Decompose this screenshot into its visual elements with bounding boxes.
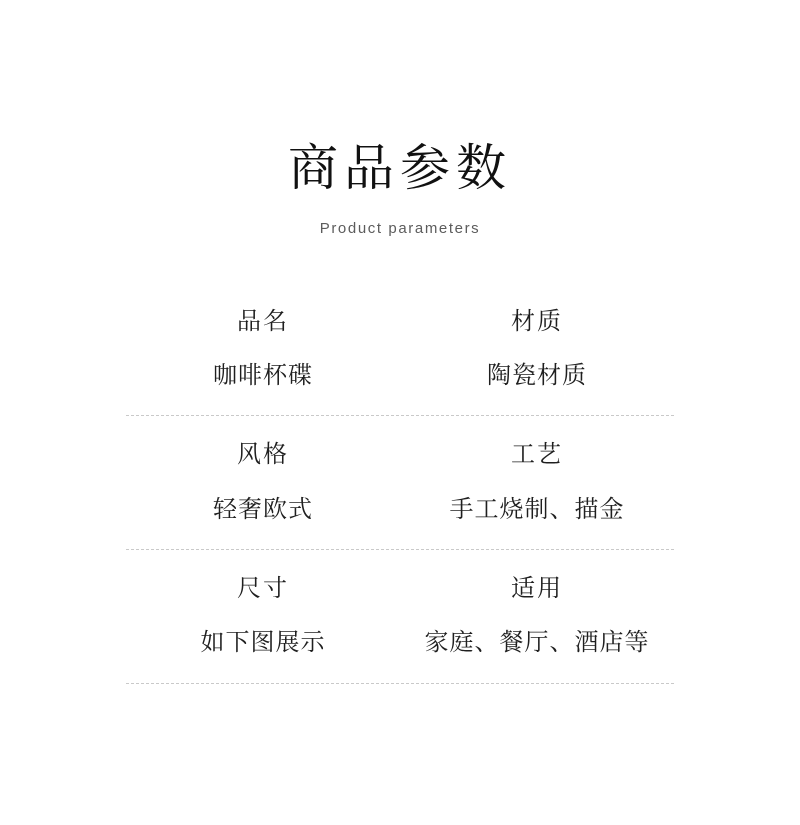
- table-row: [126, 442, 674, 550]
- spec-key: 品名: [237, 308, 289, 335]
- page-title: 商品参数: [288, 140, 512, 196]
- spec-key: 风格: [237, 442, 289, 469]
- spec-key: 尺寸: [237, 576, 289, 603]
- spec-table: [126, 309, 674, 684]
- spec-key: 材质: [511, 308, 563, 335]
- spec-key: 适用: [511, 576, 563, 603]
- spec-cell-usage: [400, 576, 674, 657]
- spec-value: 咖啡杯碟: [213, 362, 313, 389]
- page-subtitle: Product parameters: [319, 219, 481, 237]
- spec-value: 陶瓷材质: [487, 362, 587, 389]
- spec-value: 家庭、餐厅、酒店等: [424, 630, 650, 657]
- spec-cell-material: [400, 309, 674, 390]
- page-header: [0, 0, 800, 237]
- spec-cell-style: [126, 442, 400, 523]
- spec-cell-size: [126, 576, 400, 657]
- table-row: [126, 309, 674, 417]
- spec-cell-craft: [400, 442, 674, 523]
- table-row: [126, 576, 674, 684]
- spec-value: 如下图展示: [200, 630, 326, 657]
- spec-value: 手工烧制、描金: [449, 496, 625, 523]
- spec-value: 轻奢欧式: [213, 496, 313, 523]
- spec-cell-name: [126, 309, 400, 390]
- spec-key: 工艺: [511, 442, 563, 469]
